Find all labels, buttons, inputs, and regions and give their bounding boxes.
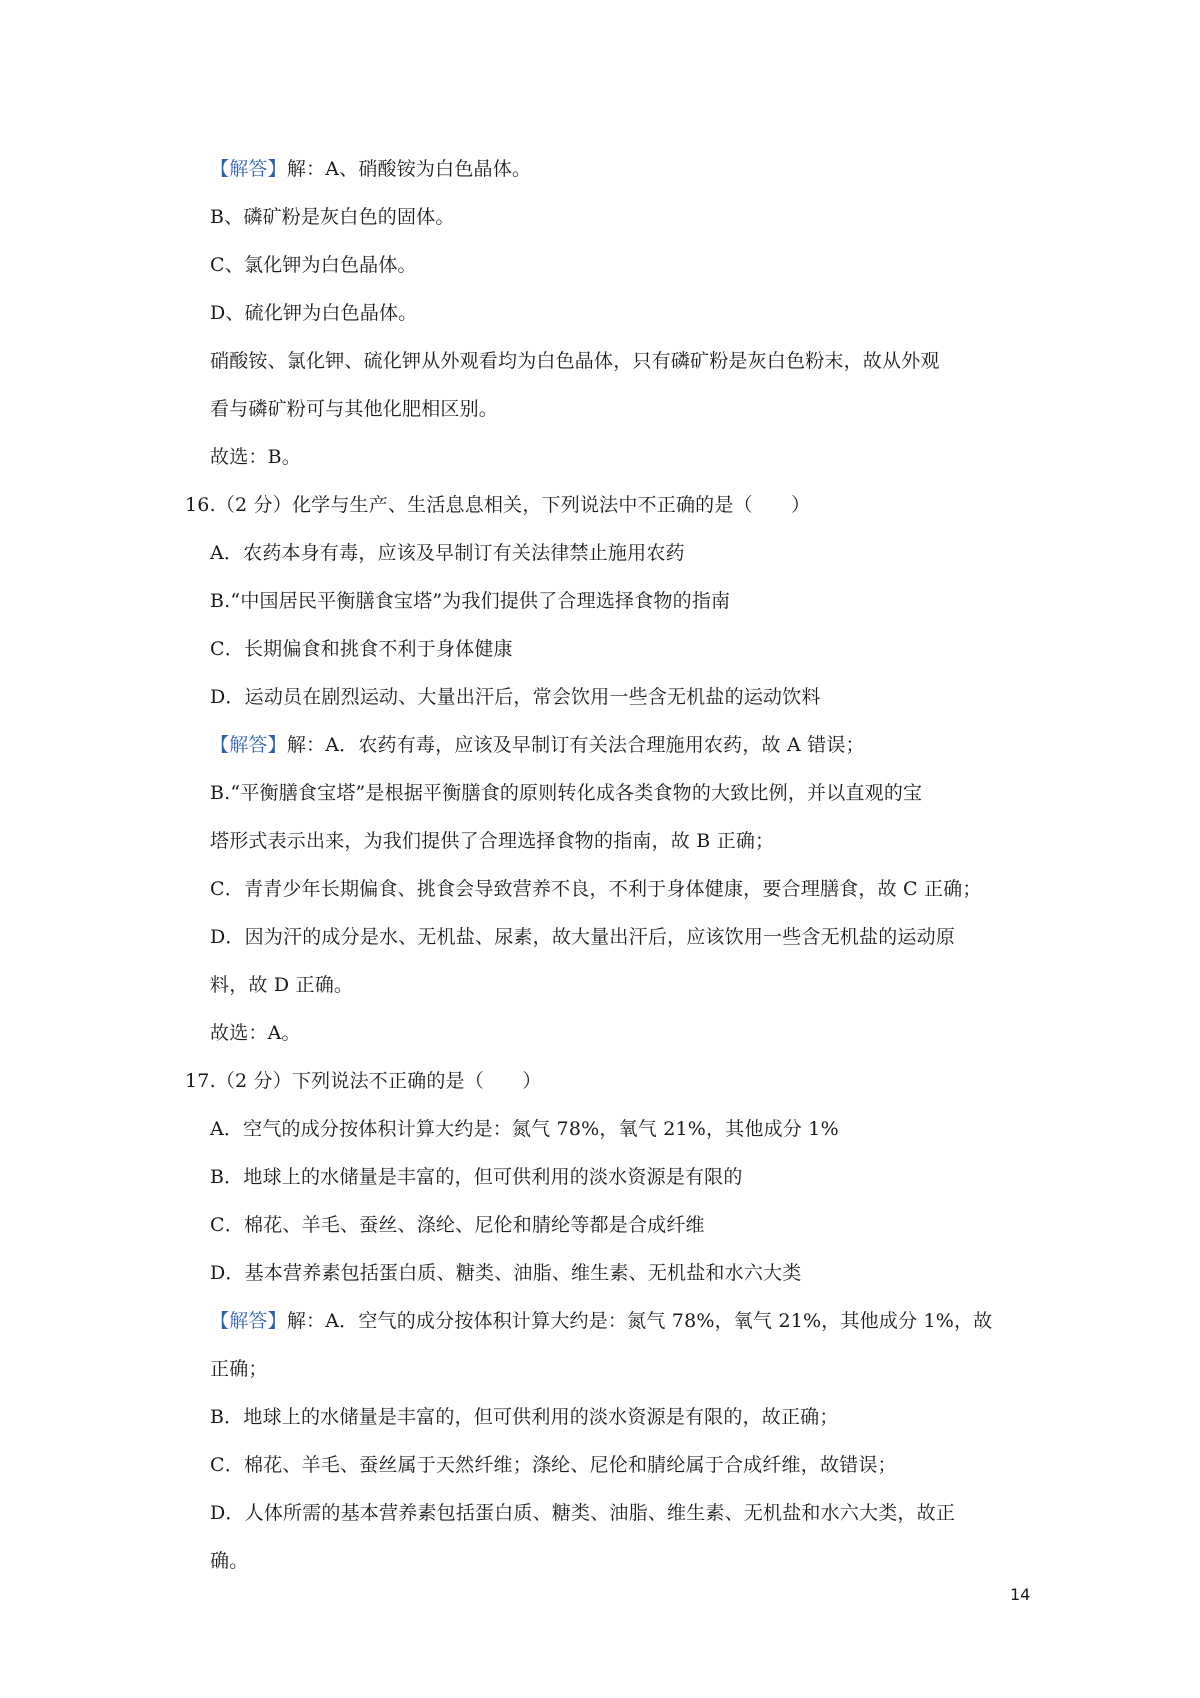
- q16-stem: 16.（2 分）化学与生产、生活息息相关，下列说法中不正确的是（ ）: [185, 494, 811, 516]
- q17-option-c: C．棉花、羊毛、蚕丝、涤纶、尼伦和腈纶等都是合成纤维: [210, 1214, 705, 1236]
- q16-answer-line-2: B.“平衡膳食宝塔”是根据平衡膳食的原则转化成各类食物的大致比例，并以直观的宝: [210, 782, 923, 804]
- q17-option-d: D．基本营养素包括蛋白质、糖类、油脂、维生素、无机盐和水六大类: [210, 1262, 802, 1284]
- answer-text: 解：A、硝酸铵为白色晶体。: [286, 158, 532, 180]
- q16-answer-line-5: D．因为汗的成分是水、无机盐、尿素，故大量出汗后，应该饮用一些含无机盐的运动原: [210, 926, 956, 948]
- q16-answer-line-3: 塔形式表示出来，为我们提供了合理选择食物的指南，故 B 正确；: [210, 830, 775, 852]
- q16-answer-line-1: [210, 731, 1030, 759]
- q17-answer-line-2: 正确；: [210, 1358, 268, 1380]
- q17-answer-line-5: D．人体所需的基本营养素包括蛋白质、糖类、油脂、维生素、无机盐和水六大类，故正: [210, 1502, 956, 1524]
- answer-label: 【解答】: [210, 158, 287, 180]
- q16-answer-line-7: 故选：A。: [210, 1022, 301, 1044]
- q16-option-c: C．长期偏食和挑食不利于身体健康: [210, 638, 513, 660]
- q17-option-b: B．地球上的水储量是丰富的，但可供利用的淡水资源是有限的: [210, 1166, 743, 1188]
- q16-answer-line-4: C．青青少年长期偏食、挑食会导致营养不良，不利于身体健康，要合理膳食，故 C 正确；: [210, 878, 982, 900]
- answer-text: 解：A．空气的成分按体积计算大约是：氮气 78%，氧气 21%，其他成分 1%，故: [286, 1310, 993, 1332]
- q16-option-a: A．农药本身有毒，应该及早制订有关法律禁止施用农药: [210, 542, 685, 564]
- answer-text: 解：A．农药有毒，应该及早制订有关法合理施用农药，故 A 错误；: [286, 734, 865, 756]
- q15-answer-line-2: B、磷矿粉是灰白色的固体。: [210, 206, 455, 228]
- page-number: 14: [1010, 1585, 1031, 1604]
- answer-label: 【解答】: [210, 1310, 287, 1332]
- q15-answer-line-4: D、硫化钾为白色晶体。: [210, 302, 418, 324]
- q16-option-d: D．运动员在剧烈运动、大量出汗后，常会饮用一些含无机盐的运动饮料: [210, 686, 821, 708]
- answer-label: 【解答】: [210, 734, 287, 756]
- q15-answer-line-7: 故选：B。: [210, 446, 301, 468]
- q15-answer-line-5: 硝酸铵、氯化钾、硫化钾从外观看均为白色晶体，只有磷矿粉是灰白色粉末，故从外观: [210, 350, 940, 372]
- q15-answer-line-6: 看与磷矿粉可与其他化肥相区别。: [210, 398, 499, 420]
- q17-answer-line-4: C．棉花、羊毛、蚕丝属于天然纤维；涤纶、尼伦和腈纶属于合成纤维，故错误；: [210, 1454, 897, 1476]
- q17-option-a: A．空气的成分按体积计算大约是：氮气 78%，氧气 21%，其他成分 1%: [210, 1118, 839, 1140]
- q15-answer-line-1: [210, 155, 1030, 183]
- q16-option-b: B.“中国居民平衡膳食宝塔”为我们提供了合理选择食物的指南: [210, 590, 731, 612]
- q17-stem: 17.（2 分）下列说法不正确的是（ ）: [185, 1070, 542, 1092]
- q17-answer-line-6: 确。: [210, 1550, 249, 1572]
- q16-answer-line-6: 料，故 D 正确。: [210, 974, 354, 996]
- q17-answer-line-1: [210, 1307, 1030, 1335]
- q15-answer-line-3: C、氯化钾为白色晶体。: [210, 254, 417, 276]
- q17-answer-line-3: B．地球上的水储量是丰富的，但可供利用的淡水资源是有限的，故正确；: [210, 1406, 839, 1428]
